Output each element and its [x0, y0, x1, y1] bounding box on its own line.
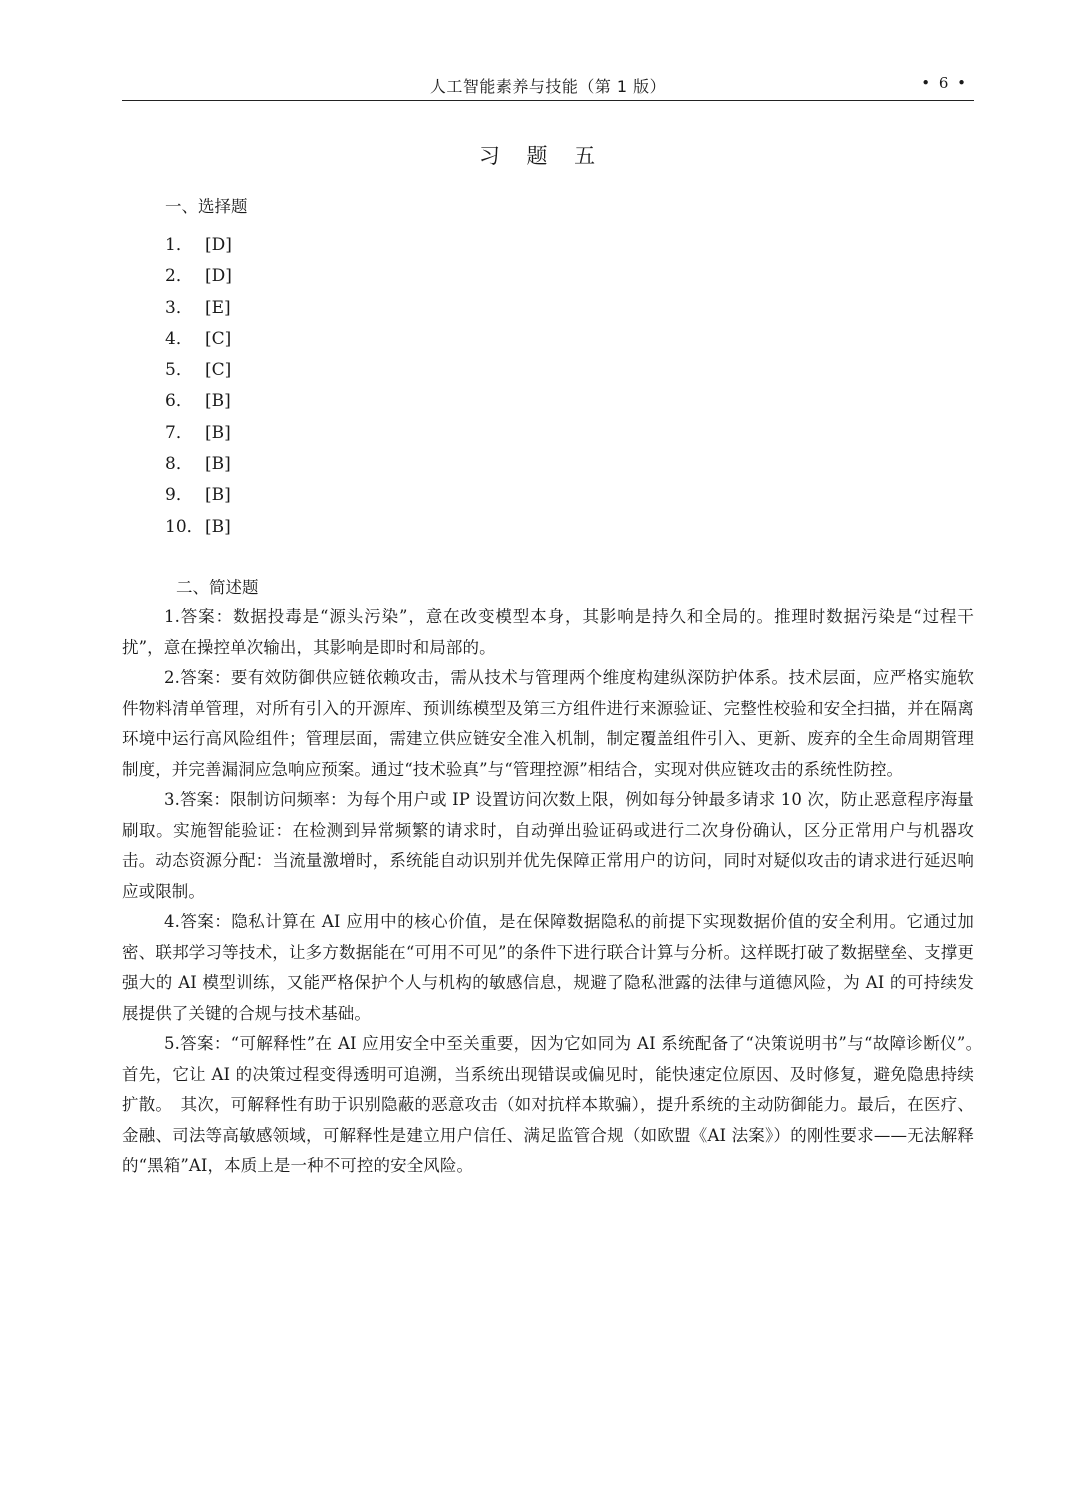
answer-paragraph-4: 4.答案：隐私计算在 AI 应用中的核心价值，是在保障数据隐私的前提下实现数据价值的安全利用。它通过加密、联邦学习等技术，让多方数据能在“可用不可见”的条件下进行联合计算与分析。这样既打破了数据壁垒、支撑更强大的 AI 模型训练，又能严格保护个人与机构的敏感信息，规避了隐私泄露的法律与道德风险，为 AI 的可持续发展提供了关键的合规与技术基础。 [122, 912, 974, 1023]
item-answer: [B] [205, 516, 231, 537]
list-item [165, 355, 232, 386]
list-item [165, 386, 232, 417]
list-item [165, 449, 232, 480]
answer-paragraph-3: 3.答案：限制访问频率：为每个用户或 IP 设置访问次数上限，例如每分钟最多请求 10 次，防止恶意程序海量刷取。实施智能验证：在检测到异常频繁的请求时，自动弹出验证码或进行二次身份确认，区分正常用户与机器攻击。动态资源分配：当流量激增时，系统能自动识别并优先保障正常用户的访问，同时对疑似攻击的请求进行延迟响应或限制。 [122, 790, 974, 901]
list-item [165, 512, 232, 543]
page-title: 习 题 五 [478, 144, 606, 168]
item-number: 8． [165, 454, 193, 475]
list-item [165, 261, 232, 292]
answer-paragraph-1: 1.答案：数据投毒是“源头污染”，意在改变模型本身，其影响是持久和全局的。推理时数据污染是“过程干扰”，意在操控单次输出，其影响是即时和局部的。 [122, 607, 974, 657]
answer-paragraph-5: 5.答案：“可解释性”在 AI 应用安全中至关重要，因为它如同为 AI 系统配备了“决策说明书”与“故障诊断仪”。 首先，它让 AI 的决策过程变得透明可追溯，当系统出现错误或偏见时，能快速定位原因、及时修复，避免隐患持续扩散。 其次，可解释性有助于识别隐蔽的恶意攻击（如对抗样本欺骗），提升系统的主动防御能力。最后，在医疗、金融、司法等高敏感领域，可解释性是建立用户信任、满足监管合规（如欧盟《AI 法案》）的刚性要求——无法解释的“黑箱”AI，本质上是一种不可控的安全风险。 [122, 1034, 991, 1175]
item-answer: [B] [205, 422, 231, 443]
list-item [165, 480, 232, 511]
item-number: 6． [165, 391, 193, 412]
item-number: 9． [165, 485, 193, 506]
item-number: 4． [165, 328, 193, 349]
item-number: 10． [165, 516, 204, 537]
list-item [165, 293, 232, 324]
item-number: 3． [165, 297, 193, 318]
item-answer: [C] [205, 328, 232, 349]
page-number: • 6 • [921, 74, 968, 92]
item-answer: [E] [205, 297, 231, 318]
short-answer-body [122, 602, 991, 1182]
answer-list [165, 230, 232, 543]
list-item [165, 418, 232, 449]
section-heading-multiple-choice: 一、选择题 [165, 197, 248, 216]
item-number: 2． [165, 266, 193, 287]
list-item [165, 324, 232, 355]
answer-paragraph-2: 2.答案：要有效防御供应链依赖攻击，需从技术与管理两个维度构建纵深防护体系。技术层面，应严格实施软件物料清单管理，对所有引入的开源库、预训练模型及第三方组件进行来源验证、完整性校验和安全扫描，并在隔离环境中运行高风险组件；管理层面，需建立供应链安全准入机制，制定覆盖组件引入、更新、废弃的全生命周期管理制度，并完善漏洞应急响应预案。通过“技术验真”与“管理控源”相结合，实现对供应链攻击的系统性防控。 [122, 668, 974, 779]
item-number: 1． [165, 235, 193, 255]
page-header [122, 72, 974, 101]
list-item [165, 230, 232, 261]
item-answer: [C] [205, 360, 232, 381]
book-title: 人工智能素养与技能（第 1 版） [429, 77, 667, 96]
item-number: 5． [165, 360, 193, 381]
item-answer: [D] [205, 266, 232, 287]
item-answer: [D] [205, 235, 232, 255]
section-heading-short-answer: 二、简述题 [176, 578, 259, 597]
item-answer: [B] [205, 391, 231, 412]
item-answer: [B] [205, 454, 231, 475]
item-answer: [B] [205, 485, 231, 506]
item-number: 7． [165, 422, 193, 443]
